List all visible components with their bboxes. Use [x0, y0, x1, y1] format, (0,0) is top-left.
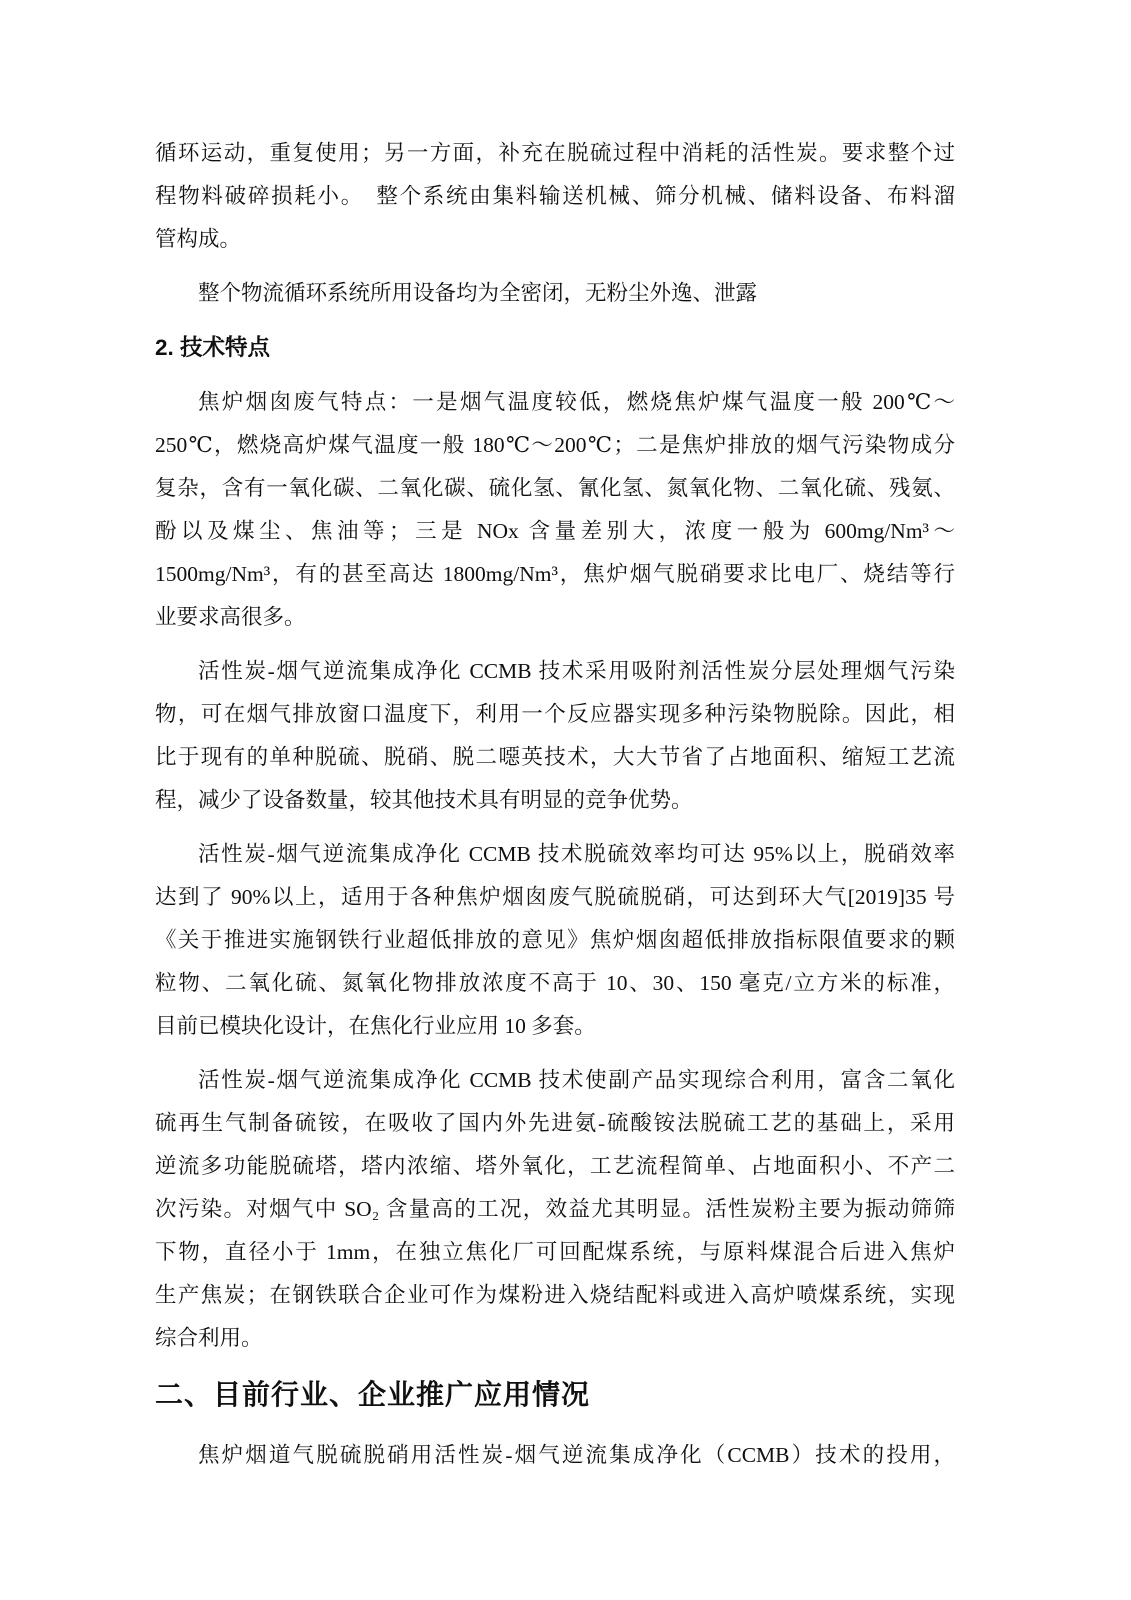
text-line: 次污染。对烟气中 SO₂ 含量高的工况，效益尤其明显。活性炭粉主要为振动筛筛: [155, 1197, 955, 1221]
text-line: 焦炉烟囱废气特点：一是烟气温度较低，燃烧焦炉煤气温度一般 200℃～: [198, 390, 955, 414]
paragraph-ccmb-efficiency: [155, 833, 955, 1048]
text-line: 循环运动，重复使用；另一方面，补充在脱硫过程中消耗的活性炭。要求整个过: [155, 141, 955, 165]
text-line: 活性炭-烟气逆流集成净化 CCMB 技术脱硫效率均可达 95%以上，脱硝效率: [198, 842, 955, 866]
paragraph-byproduct-utilization: [155, 1059, 955, 1360]
paragraph-ccmb-adsorption: [155, 650, 955, 822]
text-line: 管构成。: [155, 227, 242, 251]
text-line: 酚以及煤尘、焦油等；三是 NOx 含量差别大，浓度一般为 600mg/Nm³～: [155, 519, 955, 543]
text-line: 达到了 90%以上，适用于各种焦炉烟囱废气脱硫脱硝，可达到环大气[2019]35 号: [155, 885, 955, 909]
text-line: 物，可在烟气排放窗口温度下，利用一个反应器实现多种污染物脱除。因此，相: [155, 702, 955, 726]
text-line: 比于现有的单种脱硫、脱硝、脱二噁英技术，大大节省了占地面积、缩短工艺流: [155, 745, 955, 769]
text-line: 复杂，含有一氧化碳、二氧化碳、硫化氢、氰化氢、氮氧化物、二氧化硫、残氨、: [155, 476, 955, 500]
text-line: 综合利用。: [155, 1326, 263, 1350]
text-line: 活性炭-烟气逆流集成净化 CCMB 技术采用吸附剂活性炭分层处理烟气污染: [198, 659, 955, 683]
text-line: 程，减少了设备数量，较其他技术具有明显的竞争优势。: [155, 788, 693, 812]
text-line: 硫再生气制备硫铵，在吸收了国内外先进氨-硫酸铵法脱硫工艺的基础上，采用: [155, 1111, 955, 1135]
paragraph-flue-gas-characteristics: [155, 381, 955, 639]
paragraph-application-status: [155, 1434, 955, 1477]
text-line: 活性炭-烟气逆流集成净化 CCMB 技术使副产品实现综合利用，富含二氧化: [198, 1068, 955, 1092]
text-line: 1500mg/Nm³，有的甚至高达 1800mg/Nm³，焦炉烟气脱硝要求比电厂、烧结等行: [155, 562, 955, 586]
text-line: 250℃，燃烧高炉煤气温度一般 180℃～200℃；二是焦炉排放的烟气污染物成分: [155, 433, 955, 457]
text-line: 程物料破碎损耗小。 整个系统由集料输送机械、筛分机械、储料设备、布料溜: [155, 184, 955, 208]
text-line: 粒物、二氧化硫、氮氧化物排放浓度不高于 10、30、150 毫克/立方米的标准，: [155, 971, 955, 995]
heading-tech-features: 2. 技术特点: [155, 335, 271, 360]
heading-industry-application: 二、目前行业、企业推广应用情况: [155, 1379, 591, 1410]
text-line: 焦炉烟道气脱硫脱硝用活性炭-烟气逆流集成净化（CCMB）技术的投用，: [198, 1443, 955, 1467]
paragraph-carbon-circulation: [155, 132, 955, 261]
text-line: 目前已模块化设计，在焦化行业应用 10 多套。: [155, 1014, 596, 1038]
text-line: 业要求高很多。: [155, 605, 306, 629]
paragraph-sealed-system: [155, 272, 955, 315]
text-line: 整个物流循环系统所用设备均为全密闭，无粉尘外逸、泄露: [198, 281, 758, 305]
text-line: 下物，直径小于 1mm，在独立焦化厂可回配煤系统，与原料煤混合后进入焦炉: [155, 1240, 955, 1264]
text-line: 《关于推进实施钢铁行业超低排放的意见》焦炉烟囱超低排放指标限值要求的颗: [155, 928, 955, 952]
text-line: 生产焦炭；在钢铁联合企业可作为煤粉进入烧结配料或进入高炉喷煤系统，实现: [155, 1283, 955, 1307]
text-line: 逆流多功能脱硫塔，塔内浓缩、塔外氧化，工艺流程简单、占地面积小、不产二: [155, 1154, 955, 1178]
